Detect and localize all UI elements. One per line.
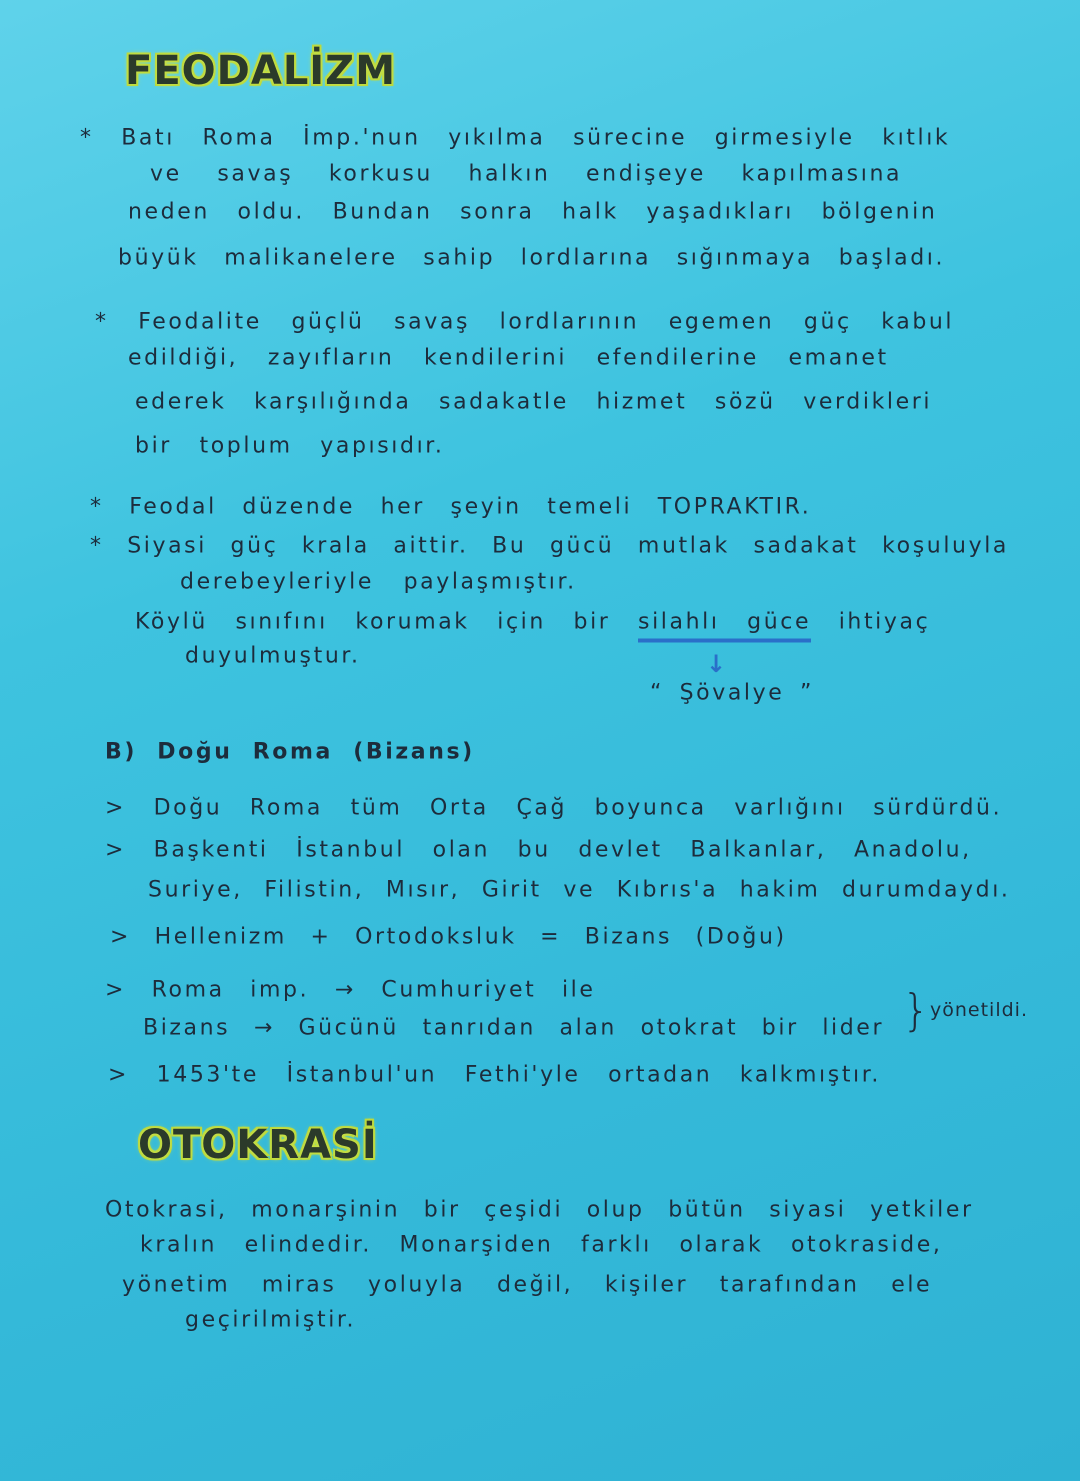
note-line: * Batı Roma İmp.'nun yıkılma sürecine girmesiyle kıtlık xyxy=(80,125,951,151)
note-line: derebeyleriyle paylaşmıştır. xyxy=(180,569,577,595)
note-line: duyulmuştur. xyxy=(185,643,361,669)
sovalye-label: “ Şövalye ” xyxy=(650,680,814,706)
note-line: büyük malikanelere sahip lordlarına sığınmaya başladı. xyxy=(118,245,946,271)
note-line: ederek karşılığında sadakatle hizmet sözü verdikleri xyxy=(135,389,933,415)
note-line: Bizans → Gücünü tanrıdan alan otokrat bir lider xyxy=(143,1015,885,1041)
koylu-text-end: ihtiyaç xyxy=(838,609,931,635)
curly-brace: } xyxy=(902,985,930,1036)
yonetildi-label: yönetildi. xyxy=(930,999,1028,1021)
note-line: Otokrasi, monarşinin bir çeşidi olup bütün siyasi yetkiler xyxy=(105,1197,974,1223)
note-line: * Siyasi güç krala aittir. Bu gücü mutlak sadakat koşuluyla xyxy=(90,533,1009,559)
note-line: yönetim miras yoluyla değil, kişiler tarafından ele xyxy=(122,1272,933,1298)
note-line: geçirilmiştir. xyxy=(185,1307,357,1333)
koylu-text: Köylü sınıfını korumak için bir xyxy=(135,609,611,635)
note-line: ve savaş korkusu halkın endişeye kapılmasına xyxy=(150,161,903,187)
note-line: > Başkenti İstanbul olan bu devlet Balkanlar, Anadolu, xyxy=(105,837,972,863)
note-line: > Roma imp. → Cumhuriyet ile xyxy=(105,977,596,1003)
underlined-silahli-guce: silahlı güce xyxy=(638,610,811,643)
down-arrow-icon: ↓ xyxy=(706,650,727,678)
note-line: > Doğu Roma tüm Orta Çağ boyunca varlığını sürdürdü. xyxy=(105,795,1003,821)
note-line: Suriye, Filistin, Mısır, Girit ve Kıbrıs'a hakim durumdaydı. xyxy=(148,877,1011,903)
note-line: neden oldu. Bundan sonra halk yaşadıkları bölgenin xyxy=(128,199,938,225)
note-line: > Hellenizm + Ortodoksluk = Bizans (Doğu) xyxy=(110,924,787,950)
note-line: bir toplum yapısıdır. xyxy=(135,433,445,459)
note-line: * Feodal düzende her şeyin temeli TOPRAKTIR. xyxy=(90,494,812,520)
title-feodalizm: FEODALİZM xyxy=(125,48,396,94)
note-line: > 1453'te İstanbul'un Fethi'yle ortadan kalkmıştır. xyxy=(108,1062,881,1088)
heading-bizans: B) Doğu Roma (Bizans) xyxy=(105,739,475,765)
note-line-koylu xyxy=(135,610,930,635)
title-otokrasi: OTOKRASİ xyxy=(138,1122,378,1168)
note-line: edildiği, zayıfların kendilerini efendilerine emanet xyxy=(128,345,889,371)
note-line: * Feodalite güçlü savaş lordlarının egemen güç kabul xyxy=(95,309,955,335)
note-line: kralın elindedir. Monarşiden farklı olarak otokraside, xyxy=(140,1232,943,1258)
